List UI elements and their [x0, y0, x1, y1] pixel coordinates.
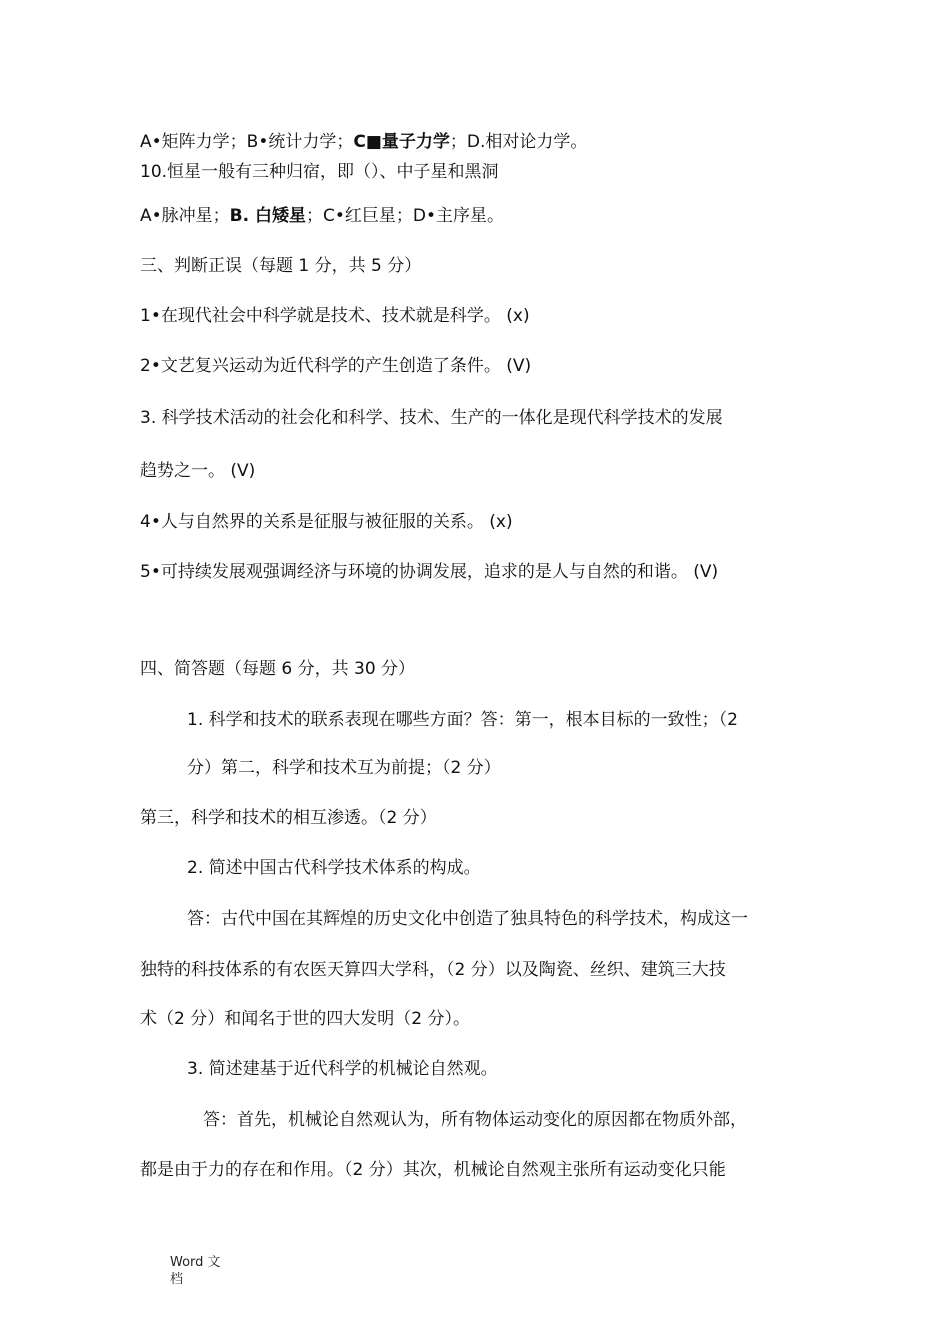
answer-line: 都是由于力的存在和作用。（2 分）其次，机械论自然观主张所有运动变化只能	[140, 1160, 726, 1180]
q10-option-c-d: ；C•红巨星；D•主序星。	[306, 206, 505, 226]
judge-item-3: 3. 科学技术活动的社会化和科学、技术、生产的一体化是现代科学技术的发展	[140, 408, 723, 428]
page-footer	[170, 1254, 221, 1288]
q9-options	[140, 131, 587, 153]
q9-option-a-b: A•矩阵力学；B•统计力学；	[140, 132, 354, 152]
q10-options	[140, 205, 504, 227]
question-line: 2. 简述中国古代科学技术体系的构成。	[187, 858, 481, 878]
q10-option-b: B. 白矮星	[229, 206, 307, 226]
section4-heading: 四、简答题（每题 6 分，共 30 分）	[140, 659, 416, 679]
section3-heading: 三、判断正误（每题 1 分，共 5 分）	[140, 256, 422, 276]
answer-line: 第三，科学和技术的相互渗透。（2 分）	[140, 808, 437, 828]
answer-line: 答：首先，机械论自然观认为，所有物体运动变化的原因都在物质外部，	[203, 1110, 747, 1130]
q9-option-c: C■量子力学	[353, 132, 450, 152]
judge-item-3-cont: 趋势之一。 (V)	[140, 461, 256, 481]
judge-item-4: 4•人与自然界的关系是征服与被征服的关系。 (x)	[140, 512, 513, 532]
judge-item-2: 2•文艺复兴运动为近代科学的产生创造了条件。 (V)	[140, 356, 532, 376]
q10-option-a: A•脉冲星；	[140, 206, 230, 226]
answer-line: 1. 科学和技术的联系表现在哪些方面？答：第一，根本目标的一致性；（2	[187, 710, 738, 730]
answer-line: 术（2 分）和闻名于世的四大发明（2 分）。	[140, 1009, 470, 1029]
answer-line: 答：古代中国在其辉煌的历史文化中创造了独具特色的科学技术，构成这一	[187, 909, 748, 929]
judge-item-1: 1•在现代社会中科学就是技术、技术就是科学。 (x)	[140, 306, 530, 326]
judge-item-5: 5•可持续发展观强调经济与环境的协调发展，追求的是人与自然的和谐。 (V)	[140, 562, 719, 582]
answer-line: 独特的科技体系的有农医天算四大学科，（2 分）以及陶瓷、丝织、建筑三大技	[140, 960, 726, 980]
q9-option-d: ；D.相对论力学。	[449, 132, 588, 152]
question-line: 3. 简述建基于近代科学的机械论自然观。	[187, 1059, 498, 1079]
footer-line-1: Word 文	[170, 1255, 221, 1270]
answer-line: 分）第二，科学和技术互为前提；（2 分）	[187, 758, 501, 778]
footer-line-2: 档	[170, 1272, 184, 1287]
q10-stem: 10.恒星一般有三种归宿，即（）、中子星和黑洞	[140, 162, 499, 182]
